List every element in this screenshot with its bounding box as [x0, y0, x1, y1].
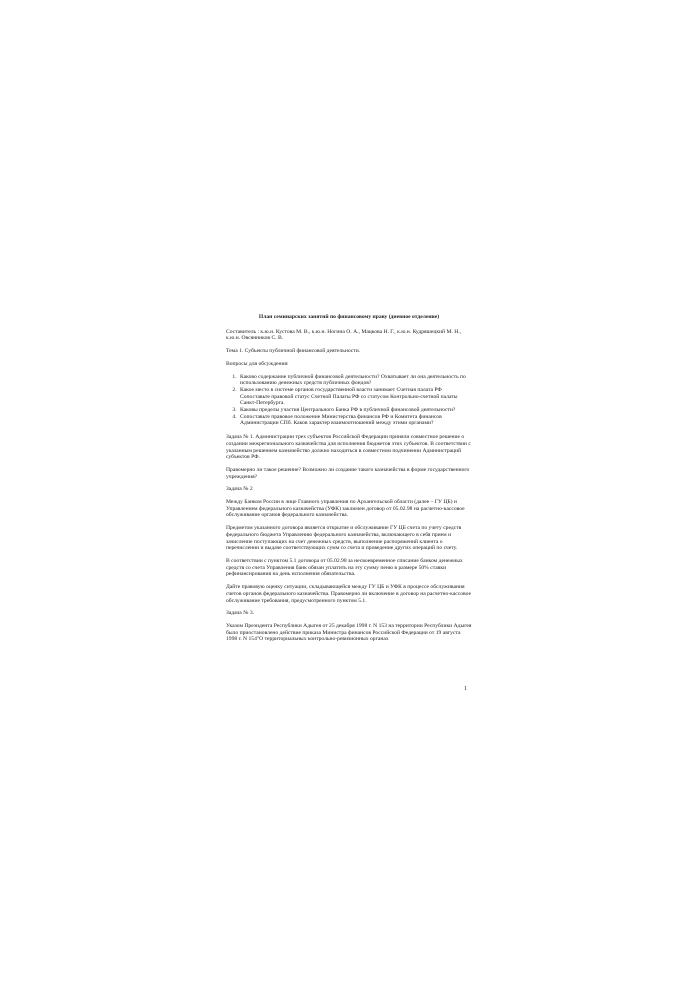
question-item: 4. Сопоставьте правовое положение Министерства финансов РФ и Комитета финансов Администрации СПб. Каков характер взаимоотношений между этими органами? — [238, 414, 472, 427]
task2-paragraph: Предметом указанного договора является открытие и обслуживание ГУ ЦБ счета по учету средств федерального бюджета Управлению федерального казначейства, включающего в себя прием и зачисление поступающих на счет денежных средств, выполнение распоряжений клиента о перечислении и выдаче соответствующих сумм со счета и проведение других операций по счету. — [226, 525, 462, 552]
page-number: 1 — [464, 686, 467, 692]
question-item: 2. Какое место в системе органов государственной власти занимает Счетная палата РФ Сопоставьте правовой статус Счетной Палаты РФ со статусом Контрольно-счетной палаты Санкт-Петербурга. — [238, 387, 472, 407]
questions-heading: Вопросы для обсуждения: — [226, 360, 289, 367]
task1-text: Задача № 1. Администрации трех субъектов Российской Федерации приняли совместное решение о создании межрегионального казначейства для исполнения бюджетов этих субъектов. В соответствии с указанным решением казначейство должно находиться в совместном подчинении Администраций субъектов РФ. — [226, 434, 471, 461]
task1-question: Правомерно ли такое решение? Возможно ли создание такого казначейства в форме государственного учреждения? — [226, 466, 470, 480]
authors-line: Составитель : к.ю.н. Кустова М. В., к.ю.н. Ногина О. А., Мацкова Н. Г., к.ю.н. Кудряшецкий М. Н., к.ю.н. Овсянников С. В. — [226, 328, 462, 342]
document-title: План семинарских занятий по финансовому праву (дневное отделение) — [258, 314, 440, 320]
task2-paragraph: В соответствии с пунктом 5.1 договора от 05.02.98 за несвоевременное списание банком денежных средств со счета Управления банк обязан уплатить на эту сумму пеню в размере 50% ставки рефинансирования на день исполнения обязательства. — [226, 557, 463, 578]
question-item: 1. Каково содержание публичной финансовой деятельности? Охватывает ли она деятельность по использованию денежных средств публичных фондов? — [238, 374, 472, 387]
task2-paragraph: Между Банком России в лице Главного управления по Архангельской области (далее – ГУ ЦБ) и Управлением федерального казначейства (УФК) заключен договор от 05.02.98 на расчетно-кассовое обслуживание органов федерального казначейства. — [226, 499, 465, 519]
question-item: 3. Каковы пределы участия Центрального Банка РФ в публичной финансовой деятельности? — [238, 407, 472, 414]
task2-heading: Задача № 2 — [226, 486, 253, 493]
task3-paragraph: Указом Президента Республики Адыгея от 25 декабря 1998 г. N 153 на территории Республики Адыгея было приостановлено действие приказа Министра финансов Российской Федерации от 19 августа 1998 г. N 154"О территориальных контрольно-ревизионных органах — [226, 622, 472, 643]
questions-list — [226, 374, 472, 428]
theme-heading: Тема 1. Субъекты публичной финансовой деятельности. — [226, 348, 361, 355]
document-page — [226, 314, 472, 649]
task3-heading: Задача № 3. — [226, 610, 255, 617]
task2-paragraph: Дайте правовую оценку ситуации, складывающейся между ГУ ЦБ и УФК в процессе обслуживания счетов органов федерального казначейства. Правомерно ли включение в договор на расчетно-кассовое обслуживание требования, предусмотренного пунктом 5.1. — [226, 584, 471, 604]
